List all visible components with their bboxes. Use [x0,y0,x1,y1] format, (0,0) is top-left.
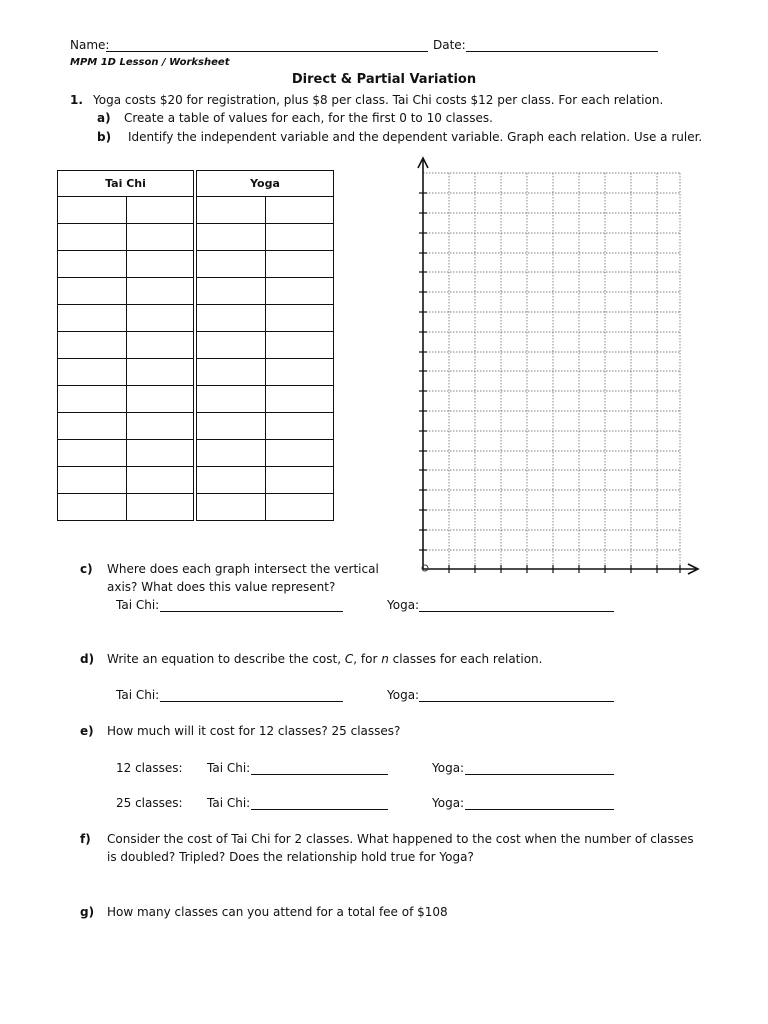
qf-line2: is doubled? Tripled? Does the relationship hold true for Yoga? [107,850,474,864]
qd-yoga-answer[interactable] [419,701,614,702]
qe-label: e) [80,724,94,738]
course-label: MPM 1D Lesson / Worksheet [70,57,230,68]
qe-row2-yoga-answer[interactable] [465,809,614,810]
qf-line1: Consider the cost of Tai Chi for 2 classes. What happened to the cost when the number of classes [107,832,694,846]
qa-label: a) [97,111,111,125]
qa-text: Create a table of values for each, for the first 0 to 10 classes. [124,111,493,125]
qd-yoga-label: Yoga: [387,688,420,702]
qe-row1-taichi-answer[interactable] [251,774,388,775]
qc-label: c) [80,562,93,576]
yoga-table-title: Yoga [197,171,334,197]
qd-label: d) [80,652,95,666]
qb-label: b) [97,130,112,144]
axis-ticks [419,193,680,573]
qg-label: g) [80,905,95,919]
qe-row2-yoga-label: Yoga: [432,796,465,810]
qd-taichi-label: Tai Chi: [116,688,160,702]
qc-yoga-label: Yoga: [387,598,420,612]
qe-row1-label: 12 classes: [116,761,183,775]
qe-row1-yoga-label: Yoga: [432,761,465,775]
qe-row1-yoga-answer[interactable] [465,774,614,775]
qc-line2: axis? What does this value represent? [107,580,336,594]
page-title: Direct & Partial Variation [291,72,477,87]
qe-row2-taichi-answer[interactable] [251,809,388,810]
qc-line1: Where does each graph intersect the vertical [107,562,379,576]
taichi-table-title: Tai Chi [58,171,194,197]
qe-row2-taichi-label: Tai Chi: [207,796,251,810]
qc-taichi-label: Tai Chi: [116,598,160,612]
name-label: Name: [70,38,110,52]
q1-number: 1. [70,93,83,107]
qe-text: How much will it cost for 12 classes? 25 classes? [107,724,401,738]
qd-taichi-answer[interactable] [160,701,343,702]
qc-taichi-answer[interactable] [160,611,343,612]
qb-text: Identify the independent variable and the dependent variable. Graph each relation. Use a ruler. [128,130,703,144]
grid-lines [423,173,680,569]
qf-label: f) [80,832,91,846]
qe-row1-taichi-label: Tai Chi: [207,761,251,775]
date-label: Date: [433,38,466,52]
qg-text: How many classes can you attend for a total fee of $108 [107,905,448,919]
qc-yoga-answer[interactable] [419,611,614,612]
q1-text: Yoga costs $20 for registration, plus $8 per class. Tai Chi costs $12 per class. For each relation. [93,93,664,107]
graph-axes [418,158,698,574]
qe-row2-label: 25 classes: [116,796,183,810]
qd-text: Write an equation to describe the cost, C, for n classes for each relation. [107,652,543,666]
